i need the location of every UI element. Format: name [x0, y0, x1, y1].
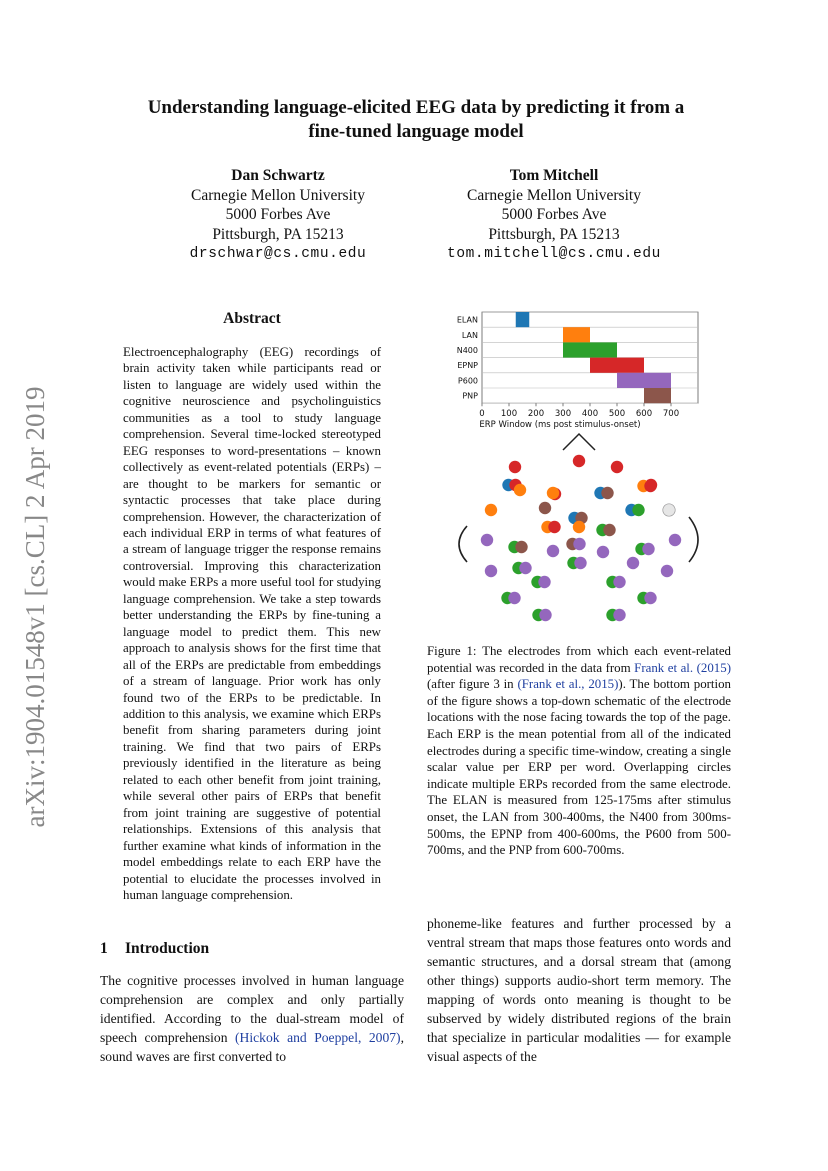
- electrode-dot: [632, 504, 644, 516]
- section-title: Introduction: [125, 940, 210, 957]
- electrode-dot: [644, 480, 656, 492]
- electrode-dot: [547, 487, 559, 499]
- author-affiliation: Carnegie Mellon University: [467, 186, 641, 204]
- electrode-dot: [485, 504, 497, 516]
- electrode-dot: [509, 461, 521, 473]
- electrode-dot: [642, 543, 654, 555]
- arxiv-id-text: arXiv:1904.01548v1 [cs.CL] 2 Apr 2019: [20, 386, 50, 828]
- erp-label-lan: LAN: [461, 330, 478, 340]
- paper-title: [100, 96, 732, 144]
- intro-text: The cognitive processes involved in human language comprehension are complex and only partially identified. According to the dual-stream model of speech comprehension: [100, 973, 404, 1045]
- author-address: 5000 Forbes Ave: [501, 206, 607, 224]
- electrode-dot: [514, 484, 526, 496]
- erp-window-chart: [427, 304, 731, 624]
- x-tick-label: 300: [554, 409, 572, 420]
- figure-1: [427, 304, 731, 624]
- section-number: 1: [100, 940, 108, 957]
- electrode-dot: [573, 521, 585, 533]
- electrode-dot: [539, 502, 551, 514]
- author-city: Pittsburgh, PA 15213: [488, 226, 620, 244]
- electrode-dot: [574, 557, 586, 569]
- electrode-dot: [613, 609, 625, 621]
- x-tick-label: 500: [608, 409, 626, 420]
- x-tick-label: 400: [581, 409, 599, 420]
- caption-text: ). The bottom portion of the figure shows a top-down schematic of the electrode locations with the nose facing towards the top of the page. Each ERP is the mean potential from all of the indicated electrodes during a specific time-window, creating a single scalar value per ERP per word. Overlapping circles indicate multiple ERPs recorded from the same electrode. The ELAN is measured from 125-175ms after stimulus onset, the LAN from 300-400ms, the N400 from 300ms-500ms, the EPNP from 400-600ms, the P600 from 500-700ms, and the PNP from 600-700ms.: [427, 677, 731, 858]
- author-city: Pittsburgh, PA 15213: [212, 226, 344, 244]
- electrode-dot: [548, 521, 560, 533]
- intro-paragraph: [100, 971, 404, 1066]
- x-tick-label: 200: [527, 409, 545, 420]
- citation-link[interactable]: Frank et al. (2015): [634, 660, 731, 675]
- erp-label-p600: P600: [457, 376, 478, 386]
- abstract-text: Electroencephalography (EEG) recordings of brain activity taken while participants read or listen to language are widely used within the cognitive neuroscience and psycholinguistics communities as a tool to study language comprehension. Several time-locked stereotyped EEG responses to word-presentations – known collectively as event-related potentials (ERPs) – are thought to be markers for semantic or syntactic processes that take place during comprehension. However, the characterization of each individual ERP in terms of what features of a stream of language trigger the response remains controversial. Improving this characterization would make ERPs a more useful tool for studying language comprehension. We take a step towards better understanding the ERPs by fine-tuning a language model to predict them. This new approach to analysis shows for the first time that all of the ERPs are predictable from embeddings of a stream of language. Prior work has only found two of the ERPs to be predictable. In addition to this analysis, we examine which ERPs benefit from sharing parameters during joint training. We find that two pairs of ERPs previously identified in the literature as being related to each other benefit from joint training, while several other pairs of ERPs that benefit from joint training are suggestive of potential relationships. Extensions of this analysis that further examine what kinds of information in the model embeddings relate to each ERP have the potential to elucidate the processes involved in human language comprehension.: [123, 345, 381, 902]
- electrode-dot: [597, 546, 609, 558]
- electrode-dot: [573, 538, 585, 550]
- x-tick-label: 700: [662, 409, 680, 420]
- electrode-dot: [485, 565, 497, 577]
- electrode-dot: [601, 487, 613, 499]
- author-name: Tom Mitchell: [509, 167, 599, 184]
- author-address: 5000 Forbes Ave: [225, 206, 331, 224]
- erp-bar-elan: [516, 312, 530, 327]
- figure-caption: [427, 643, 731, 859]
- electrode-dot: [573, 455, 585, 467]
- erp-label-epnp: EPNP: [457, 361, 478, 371]
- title-line-2: fine-tuned language model: [308, 121, 524, 142]
- caption-text: (after figure 3 in: [427, 677, 518, 692]
- intro-text-cont: , sound waves are first converted to: [100, 1030, 404, 1064]
- right-ear-outline: [689, 517, 698, 562]
- title-line-1: Understanding language-elicited EEG data by predicting it from a: [147, 97, 685, 118]
- erp-bar-p600: [617, 373, 671, 388]
- author-block-2: [404, 166, 704, 265]
- x-tick-label: 0: [479, 409, 485, 420]
- erp-bar-n400: [563, 342, 617, 357]
- x-tick-label: 600: [635, 409, 653, 420]
- author-email[interactable]: drschwar@cs.cmu.edu: [189, 245, 367, 262]
- section-heading: [100, 940, 209, 958]
- nose-outline: [563, 434, 595, 450]
- electrode-dot: [519, 562, 531, 574]
- electrode-dot: [515, 541, 527, 553]
- electrode-dot: [508, 592, 520, 604]
- electrode-dot: [613, 576, 625, 588]
- electrode-dot: [661, 565, 673, 577]
- arxiv-identifier: [14, 372, 54, 842]
- erp-bar-pnp: [644, 388, 671, 403]
- electrode-dot: [547, 545, 559, 557]
- erp-label-pnp: PNP: [462, 391, 478, 401]
- caption-text: Figure 1: The electrodes from which each event-related potential was recorded in the data from: [427, 644, 731, 675]
- electrode-dot: [627, 557, 639, 569]
- erp-bar-epnp: [590, 358, 644, 373]
- right-column-paragraph: phoneme-like features and further processed by a ventral stream that maps those features onto words and semantic structures, and a dorsal stream that (among other things) supports audio-short term memory. The mapping of words onto meaning is thought to be subserved by widely distributed regions of the brain that specialize in particular modalities — for example visual aspects of the: [427, 916, 731, 1064]
- electrode-dot: [611, 461, 623, 473]
- author-affiliation: Carnegie Mellon University: [191, 186, 365, 204]
- citation-link[interactable]: (Hickok and Poeppel, 2007): [235, 1030, 401, 1045]
- electrode-dot: [538, 576, 550, 588]
- erp-bar-lan: [563, 327, 590, 342]
- electrode-dot: [669, 534, 681, 546]
- author-email[interactable]: tom.mitchell@cs.cmu.edu: [447, 245, 661, 262]
- author-block-1: [128, 166, 428, 265]
- x-axis-label: ERP Window (ms post stimulus-onset): [479, 420, 641, 431]
- author-name: Dan Schwartz: [231, 167, 325, 184]
- left-ear-outline: [459, 526, 467, 562]
- abstract-heading: Abstract: [223, 310, 281, 327]
- citation-link[interactable]: (Frank et al., 2015): [517, 677, 619, 692]
- erp-label-n400: N400: [456, 346, 478, 355]
- electrode-dot: [644, 592, 656, 604]
- electrode-dot: [481, 534, 493, 546]
- electrode-dot-empty: [663, 504, 675, 516]
- electrode-dot: [539, 609, 551, 621]
- erp-label-elan: ELAN: [456, 315, 478, 325]
- electrode-dot: [603, 524, 615, 536]
- x-tick-label: 100: [500, 409, 518, 420]
